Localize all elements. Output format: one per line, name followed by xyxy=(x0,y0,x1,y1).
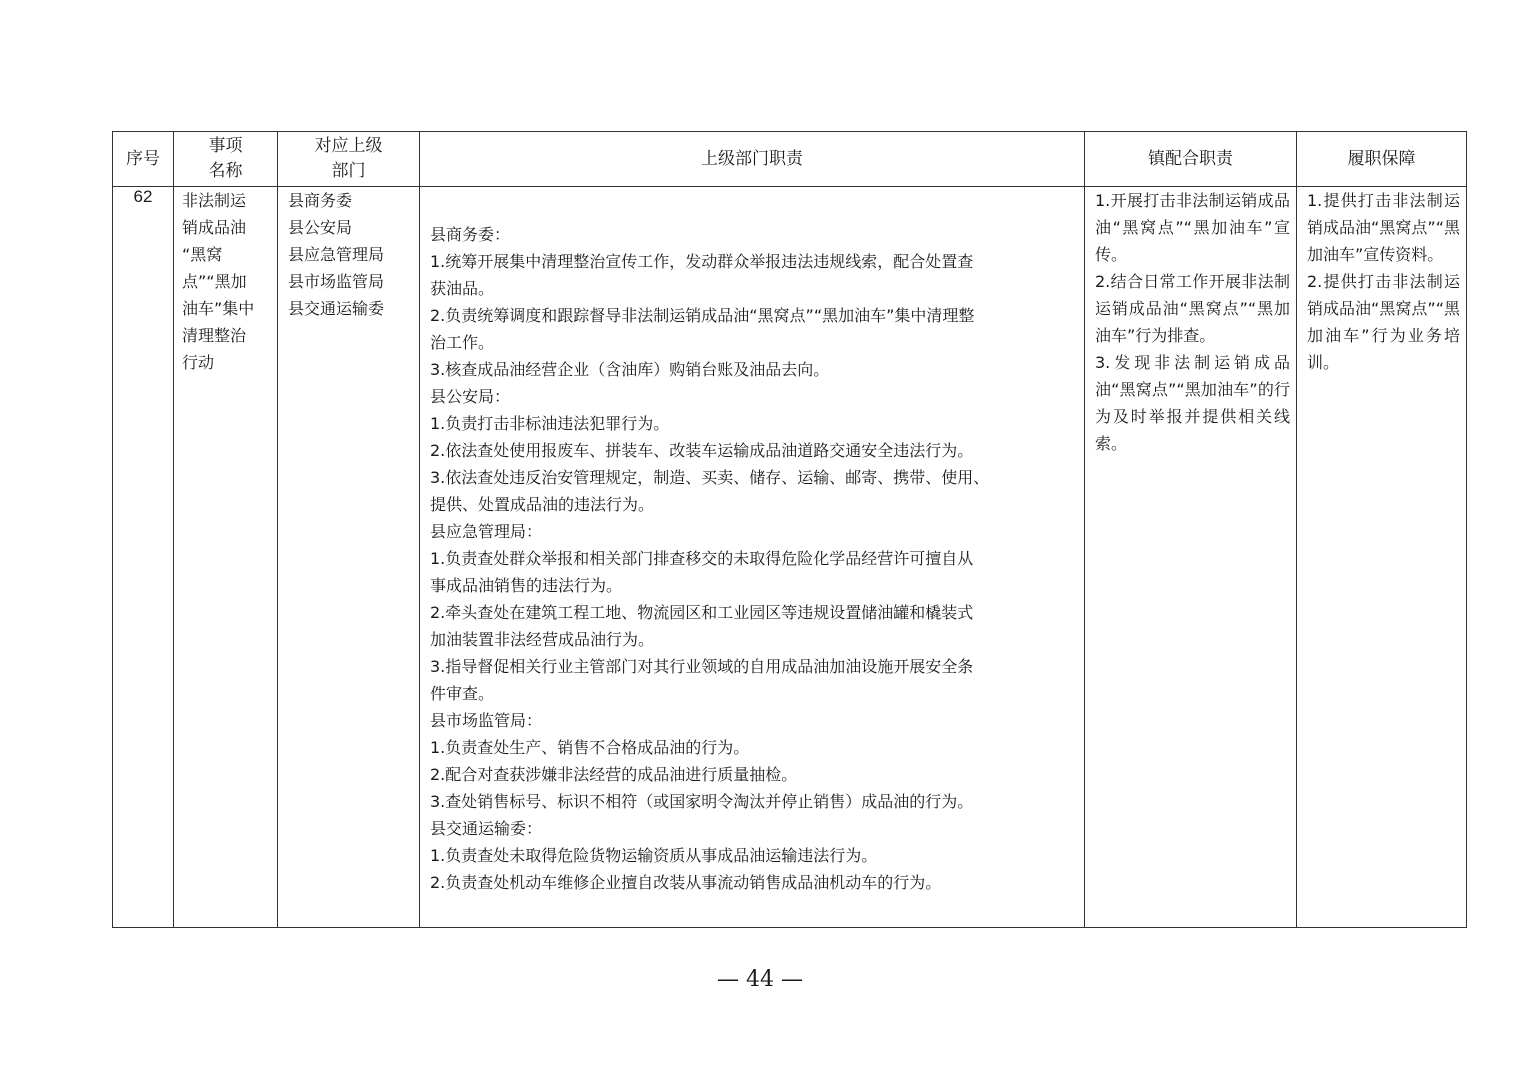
town-coop-cell xyxy=(1085,187,1297,928)
item-name-cell xyxy=(174,187,278,928)
responsibility-line: 加油装置非法经营成品油行为。 xyxy=(430,630,655,649)
responsibility-cell xyxy=(420,187,1085,928)
guarantee-item: 1.提供打击非法制运销成品油“黑窝点”“黑加油车”宣传资料。 xyxy=(1307,191,1460,264)
responsibility-line: 2.配合对查获涉嫌非法经营的成品油进行质量抽检。 xyxy=(430,765,798,784)
responsibility-line: 3.核查成品油经营企业（含油库）购销台账及油品去向。 xyxy=(430,360,830,379)
responsibility-line: 提供、处置成品油的违法行为。 xyxy=(430,495,655,514)
responsibility-line: 2.依法查处使用报废车、拼装车、改装车运输成品油道路交通安全违法行为。 xyxy=(430,441,974,460)
responsibility-line: 1.负责打击非标油违法犯罪行为。 xyxy=(430,414,670,433)
responsibility-line: 县市场监管局： xyxy=(430,711,543,730)
item-name-line: 非法制运 xyxy=(182,191,247,210)
page-number: — 44 — xyxy=(717,967,803,992)
row-number: 62 xyxy=(113,187,174,928)
responsibility-line: 治工作。 xyxy=(430,333,495,352)
responsibility-line: 1.统筹开展集中清理整治宣传工作，发动群众举报违法违规线索，配合处置查 xyxy=(430,252,974,271)
header-name: 事项 名称 xyxy=(174,132,278,187)
responsibility-line: 1.负责查处未取得危险货物运输资质从事成品油运输违法行为。 xyxy=(430,846,878,865)
responsibility-line: 获油品。 xyxy=(430,279,495,298)
responsibility-line: 3.依法查处违反治安管理规定，制造、买卖、储存、运输、邮寄、携带、使用、 xyxy=(430,468,990,487)
header-coop: 镇配合职责 xyxy=(1085,132,1297,187)
responsibility-line: 3.查处销售标号、标识不相符（或国家明令淘汰并停止销售）成品油的行为。 xyxy=(430,792,974,811)
item-name-line: 销成品油 xyxy=(182,218,247,237)
responsibility-line: 县交通运输委： xyxy=(430,819,543,838)
dept-line: 县公安局 xyxy=(288,218,353,237)
dept-line: 县市场监管局 xyxy=(288,272,385,291)
item-name-line: 点”“黑加 xyxy=(182,272,247,291)
item-name-line: 油车”集中 xyxy=(182,299,255,318)
responsibility-line: 3.指导督促相关行业主管部门对其行业领域的自用成品油加油设施开展安全条 xyxy=(430,657,974,676)
responsibility-line: 1.负责查处生产、销售不合格成品油的行为。 xyxy=(430,738,750,757)
guarantee-cell xyxy=(1297,187,1467,928)
responsibility-line: 2.负责查处机动车维修企业擅自改装从事流动销售成品油机动车的行为。 xyxy=(430,873,942,892)
coop-item: 1.开展打击非法制运销成品油“黑窝点”“黑加油车”宣传。 xyxy=(1095,191,1290,264)
coop-item: 3.发现非法制运销成品油“黑窝点”“黑加油车”的行为及时举报并提供相关线索。 xyxy=(1095,353,1290,453)
item-name-line: 清理整治 xyxy=(182,326,247,345)
dept-cell xyxy=(278,187,420,928)
coop-item: 2.结合日常工作开展非法制运销成品油“黑窝点”“黑加油车”行为排查。 xyxy=(1095,272,1290,345)
responsibility-line: 1.负责查处群众举报和相关部门排查移交的未取得危险化学品经营许可擅自从 xyxy=(430,549,974,568)
responsibility-line: 件审查。 xyxy=(430,684,495,703)
responsibility-line: 县公安局： xyxy=(430,387,511,406)
responsibility-line: 县商务委： xyxy=(430,225,511,244)
duty-table xyxy=(112,131,1467,928)
header-dept: 对应上级 部门 xyxy=(278,132,420,187)
header-num: 序号 xyxy=(113,132,174,187)
dept-line: 县交通运输委 xyxy=(288,299,385,318)
responsibility-line: 县应急管理局： xyxy=(430,522,543,541)
responsibility-line: 2.负责统筹调度和跟踪督导非法制运销成品油“黑窝点”“黑加油车”集中清理整 xyxy=(430,306,975,325)
header-resp: 上级部门职责 xyxy=(420,132,1085,187)
table-header-row xyxy=(113,132,1467,187)
header-guar: 履职保障 xyxy=(1297,132,1467,187)
dept-line: 县商务委 xyxy=(288,191,353,210)
item-name-line: 行动 xyxy=(182,353,215,372)
table-row xyxy=(113,187,1467,928)
responsibility-line: 事成品油销售的违法行为。 xyxy=(430,576,623,595)
dept-line: 县应急管理局 xyxy=(288,245,385,264)
item-name-line: “黑窝 xyxy=(182,245,223,264)
responsibility-line: 2.牵头查处在建筑工程工地、物流园区和工业园区等违规设置储油罐和橇装式 xyxy=(430,603,974,622)
guarantee-item: 2.提供打击非法制运销成品油“黑窝点”“黑加油车”行为业务培训。 xyxy=(1307,272,1460,372)
